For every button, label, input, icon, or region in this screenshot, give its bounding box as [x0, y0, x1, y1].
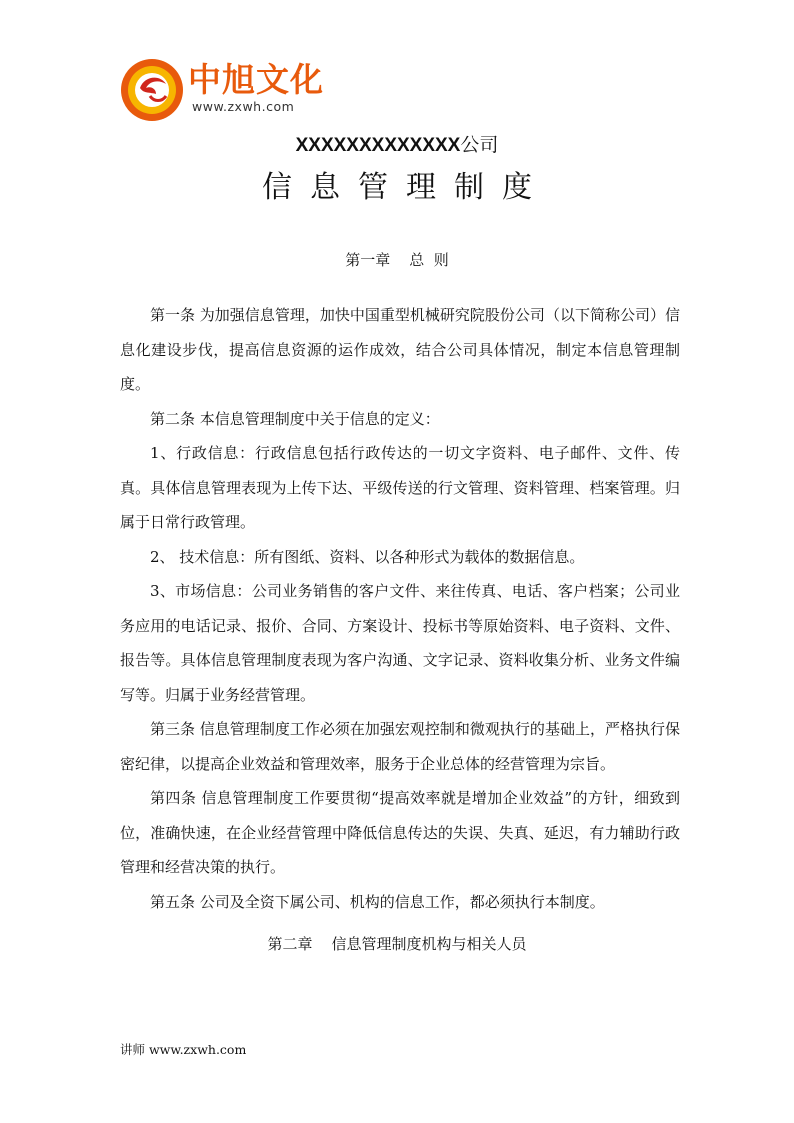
logo-emblem-icon: [120, 58, 184, 122]
chapter-2-heading: 第二章 信息管理制度机构与相关人员: [267, 935, 527, 953]
document-title: 信息管理制度: [262, 170, 550, 205]
chapter-1-heading: 第一章 总 则: [345, 251, 449, 269]
document-body: [120, 298, 680, 919]
definition-admin-info: 1、行政信息：行政信息包括行政传达的一切文字资料、电子邮件、文件、传真。具体信息管理表现为上传下达、平级传送的行文管理、资料管理、档案管理。归属于日常行政管理。: [120, 444, 680, 531]
logo-url: www.zxwh.com: [192, 99, 295, 114]
article-5: 第五条 公司及全资下属公司、机构的信息工作，都必须执行本制度。: [150, 892, 605, 911]
article-3: 第三条 信息管理制度工作必须在加强宏观控制和微观执行的基础上，严格执行保密纪律，以提高企业效益和管理效率，服务于企业总体的经营管理为宗旨。: [120, 720, 680, 773]
company-logo: [120, 58, 324, 124]
article-1: 第一条 为加强信息管理，加快中国重型机械研究院股份公司（以下简称公司）信息化建设步伐，提高信息资源的运作成效，结合公司具体情况，制定本信息管理制度。: [120, 306, 680, 393]
company-code: XXXXXXXXXXXXX: [295, 135, 461, 156]
article-2: 第二条 本信息管理制度中关于信息的定义：: [150, 409, 440, 428]
article-4: 第四条 信息管理制度工作要贯彻“提高效率就是增加企业效益”的方针，细致到位，准确快速，在企业经营管理中降低信息传达的失误、失真、延迟，有力辅助行政管理和经营决策的执行。: [120, 789, 680, 876]
company-suffix: 公司: [460, 134, 499, 156]
definition-tech-info: 2、 技术信息：所有图纸、资料、以各种形式为载体的数据信息。: [150, 547, 585, 566]
company-name: [0, 132, 794, 159]
logo-name: 中旭文化: [188, 60, 324, 99]
definition-market-info: 3、市场信息：公司业务销售的客户文件、来往传真、电话、客户档案；公司业务应用的电话记录、报价、合同、方案设计、投标书等原始资料、电子资料、文件、报告等。具体信息管理制度表现为客户沟通、文字记录、资料收集分析、业务文件编写等。归属于业务经营管理。: [120, 582, 680, 704]
page-footer: 讲师 www.zxwh.com: [120, 1042, 247, 1057]
